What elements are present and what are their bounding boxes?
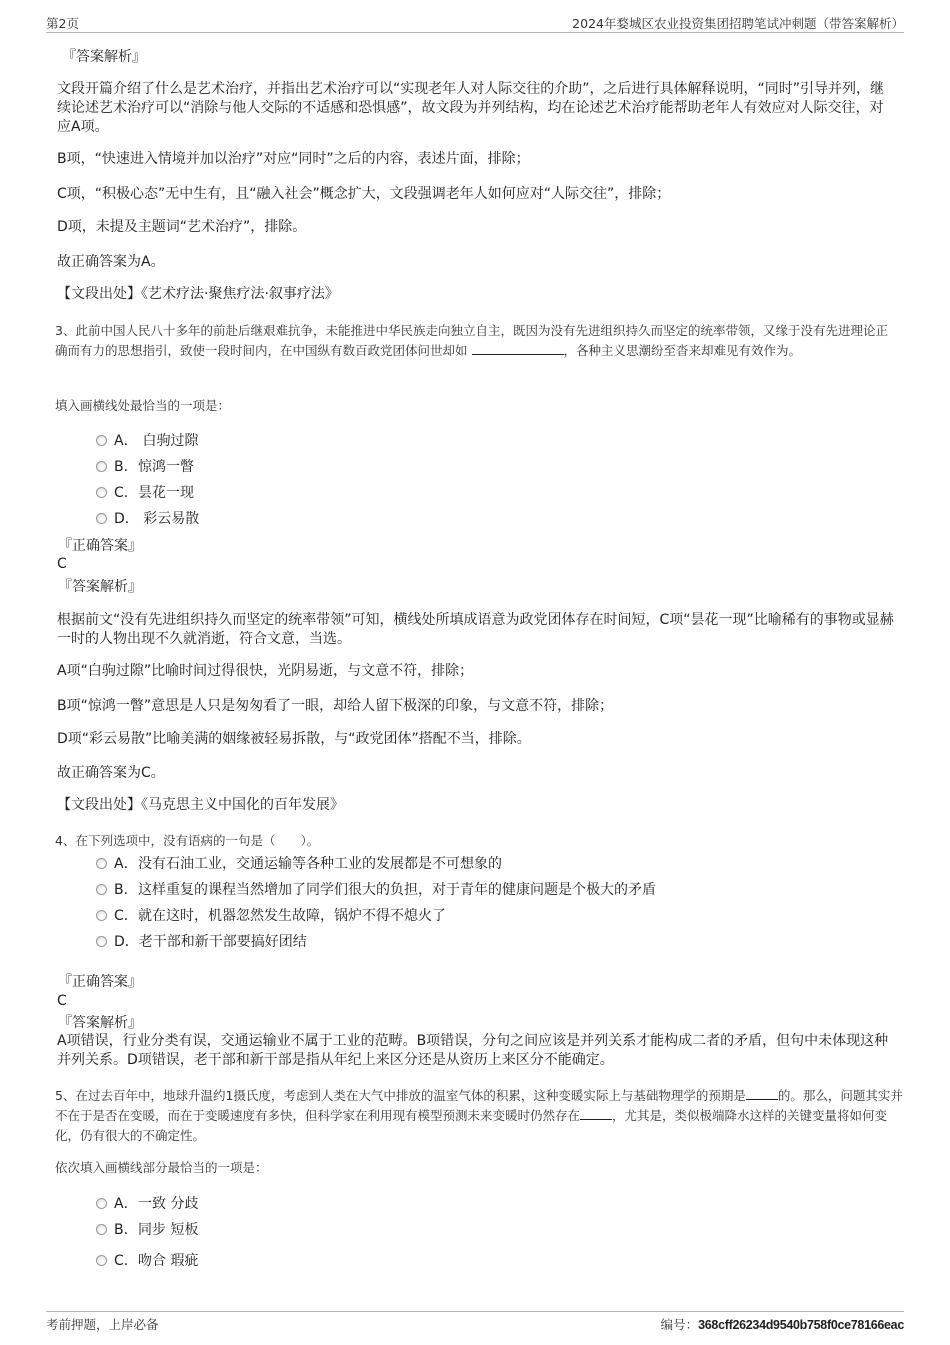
question-stem-part: 3、此前中国人民八十多年的前赴后继艰难抗争，未能推进中华民族走向独立自主，既因为没有先进组织持久而坚定的统率带领，又缘于没有先进理论正确而有力的思想指引，致使一段时间内，在中国纵有数百政党团体问世却如 (55, 323, 888, 358)
document-code-value: 368cff26234d9540b758f0ce78166eac (698, 1318, 904, 1332)
option-b-note: B项“惊鸿一瞥”意思是人只是匆匆看了一眼，却给人留下极深的印象，与文意不符，排除； (57, 698, 614, 714)
question-3-prompt: 填入画横线处最恰当的一项是： (55, 398, 231, 413)
answer-analysis-label: 『答案解析』 (62, 49, 146, 65)
radio-icon[interactable] (96, 1255, 107, 1266)
question-3-option-d[interactable]: D． 彩云易散 (96, 509, 199, 529)
correct-answer-value: C (57, 556, 67, 572)
passage-source: 【文段出处】《艺术疗法·聚焦疗法·叙事疗法》 (57, 286, 339, 302)
radio-icon[interactable] (96, 936, 107, 947)
document-title: 2024年婺城区农业投资集团招聘笔试冲刺题（带答案解析） (572, 16, 904, 31)
question-stem-part: 5、在过去百年中，地球升温约1摄氏度，考虑到人类在大气中排放的温室气体的积累，这种变暖实际上与基础物理学的预期是 (55, 1088, 746, 1103)
answer-analysis-text: A项错误，行业分类有误，交通运输业不属于工业的范畴。B项错误，分句之间应该是并列关系才能构成二者的矛盾，但句中未体现这种并列关系。D项错误，老干部和新干部是指从年纪上来区分还是从资历上来区分不能确定。 (57, 1033, 889, 1068)
correct-answer-label: 『正确答案』 (58, 538, 142, 554)
radio-icon[interactable] (96, 884, 107, 895)
page-number: 第2页 (46, 16, 79, 31)
question-4-option-a[interactable]: A．没有石油工业，交通运输等各种工业的发展都是不可想象的 (96, 854, 502, 874)
document-code (661, 1315, 904, 1333)
option-d-note: D项，未提及主题词“艺术治疗”，排除。 (57, 219, 307, 235)
question-stem-part: 的。那么，问题其实并不在于是否在变暖，而在于变暖速度有多快，但科学家在利用现有模型预测未来变暖时仍然存在 (55, 1088, 903, 1123)
answer-analysis-text: 文段开篇介绍了什么是艺术治疗，并指出艺术治疗可以“实现老年人对人际交往的介助”，之后进行具体解释说明，“同时”引导并列，继续论述艺术治疗可以“消除与他人交际的不适感和恐惧感”，故文段为并列结构，均在论述艺术治疗能帮助老年人有效应对人际交往，对应A项。 (57, 81, 885, 135)
question-4-option-d[interactable]: D．老干部和新干部要搞好团结 (96, 932, 307, 952)
fill-blank (472, 342, 564, 355)
document-code-label: 编号： (660, 1317, 699, 1332)
question-5-option-c[interactable]: C．吻合 瑕疵 (96, 1251, 198, 1271)
radio-icon[interactable] (96, 858, 107, 869)
question-stem-part: ，各种主义思潮纷至沓来却难见有效作为。 (563, 343, 802, 358)
option-d-note: D项“彩云易散”比喻美满的姻缘被轻易拆散，与“政党团体”搭配不当，排除。 (57, 731, 531, 747)
answer-analysis-label: 『答案解析』 (58, 1015, 142, 1031)
question-5-option-b[interactable]: B．同步 短板 (96, 1220, 198, 1240)
correct-answer-value: C (57, 993, 67, 1009)
question-3-option-c[interactable]: C．昙花一现 (96, 483, 194, 503)
conclusion-text: 故正确答案为C。 (57, 765, 165, 781)
conclusion-text: 故正确答案为A。 (57, 254, 165, 270)
answer-analysis-text: 根据前文“没有先进组织持久而坚定的统率带领”可知，横线处所填成语意为政党团体存在时间短，C项“昙花一现”比喻稀有的事物或显赫一时的人物出现不久就消逝，符合文意，当选。 (57, 612, 894, 647)
fill-blank (746, 1087, 778, 1100)
question-4-stem: 4、在下列选项中，没有语病的一句是（ ）。 (55, 833, 320, 848)
question-4-option-b[interactable]: B．这样重复的课程当然增加了同学们很大的负担，对于青年的健康问题是个极大的矛盾 (96, 880, 656, 900)
question-5-prompt: 依次填入画横线部分最恰当的一项是： (55, 1160, 268, 1175)
radio-icon[interactable] (96, 487, 107, 498)
page-footer (46, 1311, 904, 1333)
radio-icon[interactable] (96, 435, 107, 446)
fill-blank (580, 1107, 612, 1120)
question-5-stem (55, 1086, 905, 1146)
correct-answer-label: 『正确答案』 (58, 974, 142, 990)
option-a-note: A项“白驹过隙”比喻时间过得很快，光阴易逝，与文意不符，排除； (57, 663, 474, 679)
radio-icon[interactable] (96, 513, 107, 524)
radio-icon[interactable] (96, 1224, 107, 1235)
page-header (46, 14, 904, 33)
answer-analysis-label: 『答案解析』 (58, 579, 142, 595)
question-stem-part: ，尤其是，类似极端降水这样的关键变量将如何变化，仍有很大的不确定性。 (55, 1108, 888, 1143)
radio-icon[interactable] (96, 461, 107, 472)
footer-slogan: 考前押题，上岸必备 (46, 1317, 159, 1332)
passage-source: 【文段出处】《马克思主义中国化的百年发展》 (57, 797, 344, 813)
question-4-option-c[interactable]: C．就在这时，机器忽然发生故障，锅炉不得不熄火了 (96, 906, 446, 926)
option-c-note: C项，“积极心态”无中生有，且“融入社会”概念扩大，文段强调老年人如何应对“人际交往”，排除； (57, 186, 671, 202)
option-b-note: B项，“快速进入情境并加以治疗”对应“同时”之后的内容，表述片面，排除； (57, 151, 530, 167)
question-3-option-a[interactable]: A． 白驹过隙 (96, 431, 198, 451)
radio-icon[interactable] (96, 1198, 107, 1209)
question-5-option-a[interactable]: A．一致 分歧 (96, 1194, 198, 1214)
question-3-option-b[interactable]: B．惊鸿一瞥 (96, 457, 194, 477)
radio-icon[interactable] (96, 910, 107, 921)
question-3-stem (55, 321, 900, 361)
